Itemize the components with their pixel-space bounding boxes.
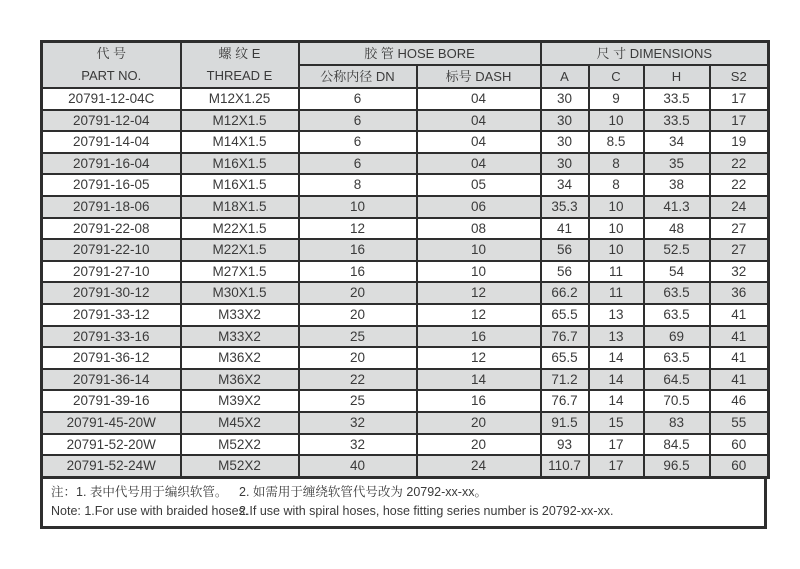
table-cell: 20791-36-12 bbox=[42, 347, 181, 369]
table-row bbox=[42, 455, 769, 477]
table-cell: 20791-22-10 bbox=[42, 239, 181, 261]
table-cell: M39X2 bbox=[181, 390, 299, 412]
column-header-thread-en: THREAD E bbox=[206, 68, 273, 83]
table-cell: 20791-30-12 bbox=[42, 282, 181, 304]
table-cell: M14X1.5 bbox=[181, 131, 299, 153]
table-row bbox=[42, 239, 769, 261]
table-cell: 16 bbox=[299, 239, 417, 261]
footnote-zh-part1: 注：1. 表中代号用于编织软管。 bbox=[51, 484, 228, 499]
table-cell: 41 bbox=[541, 218, 589, 240]
table-cell: 30 bbox=[541, 153, 589, 175]
table-cell: 05 bbox=[417, 174, 541, 196]
table-cell: 93 bbox=[541, 434, 589, 456]
table-cell: 22 bbox=[710, 174, 769, 196]
table-cell: 20791-39-16 bbox=[42, 390, 181, 412]
table-cell: 63.5 bbox=[644, 282, 710, 304]
table-row bbox=[42, 153, 769, 175]
table-cell: 96.5 bbox=[644, 455, 710, 477]
table-cell: 04 bbox=[417, 88, 541, 110]
table-cell: 6 bbox=[299, 153, 417, 175]
table-cell: 10 bbox=[589, 196, 644, 218]
table-cell: 27 bbox=[710, 239, 769, 261]
table-cell: 20791-12-04C bbox=[42, 88, 181, 110]
table-row bbox=[42, 131, 769, 153]
table-row bbox=[42, 434, 769, 456]
table-cell: 20791-45-20W bbox=[42, 412, 181, 434]
table-cell: 69 bbox=[644, 326, 710, 348]
table-cell: 38 bbox=[644, 174, 710, 196]
table-cell: 10 bbox=[589, 218, 644, 240]
table-cell: 20791-12-04 bbox=[42, 110, 181, 132]
table-cell: 8 bbox=[299, 174, 417, 196]
table-cell: 20791-52-20W bbox=[42, 434, 181, 456]
table-cell: 22 bbox=[710, 153, 769, 175]
table-cell: 66.2 bbox=[541, 282, 589, 304]
table-cell: 32 bbox=[710, 261, 769, 283]
table-cell: 24 bbox=[710, 196, 769, 218]
table-cell: 8 bbox=[589, 174, 644, 196]
table-cell: 41.3 bbox=[644, 196, 710, 218]
column-header-s2: S2 bbox=[710, 65, 769, 88]
table-cell: 64.5 bbox=[644, 369, 710, 391]
table-cell: 12 bbox=[417, 304, 541, 326]
table-row bbox=[42, 261, 769, 283]
column-header-h: H bbox=[644, 65, 710, 88]
table-cell: 10 bbox=[417, 261, 541, 283]
table-cell: 08 bbox=[417, 218, 541, 240]
table-cell: 19 bbox=[710, 131, 769, 153]
table-cell: 20791-33-12 bbox=[42, 304, 181, 326]
table-cell: 63.5 bbox=[644, 347, 710, 369]
table-cell: 13 bbox=[589, 326, 644, 348]
table-cell: 22 bbox=[299, 369, 417, 391]
table-cell: 41 bbox=[710, 369, 769, 391]
table-cell: 12 bbox=[417, 282, 541, 304]
table-cell: M18X1.5 bbox=[181, 196, 299, 218]
column-header-thread bbox=[181, 42, 299, 89]
table-cell: 20 bbox=[417, 412, 541, 434]
table-cell: 20791-16-05 bbox=[42, 174, 181, 196]
table-cell: 14 bbox=[589, 390, 644, 412]
table-cell: 56 bbox=[541, 261, 589, 283]
column-header-part-no bbox=[42, 42, 181, 89]
group-header-hose-bore: 胶 管 HOSE BORE bbox=[299, 42, 541, 66]
table-cell: 33.5 bbox=[644, 110, 710, 132]
table-cell: 6 bbox=[299, 88, 417, 110]
table-cell: 40 bbox=[299, 455, 417, 477]
header-row-groups bbox=[42, 42, 769, 66]
table-cell: 10 bbox=[299, 196, 417, 218]
table-cell: M16X1.5 bbox=[181, 153, 299, 175]
footnote-zh-part2: 2. 如需用于缠绕软管代号改为 20792-xx-xx。 bbox=[239, 484, 487, 499]
table-cell: 56 bbox=[541, 239, 589, 261]
table-cell: 16 bbox=[417, 326, 541, 348]
table-cell: M30X1.5 bbox=[181, 282, 299, 304]
table-cell: 17 bbox=[589, 434, 644, 456]
column-header-thread-zh: 螺 纹 E bbox=[218, 46, 261, 61]
table-cell: 63.5 bbox=[644, 304, 710, 326]
table-cell: 04 bbox=[417, 153, 541, 175]
table-cell: 36 bbox=[710, 282, 769, 304]
column-header-a: A bbox=[541, 65, 589, 88]
table-cell: 46 bbox=[710, 390, 769, 412]
table-cell: M27X1.5 bbox=[181, 261, 299, 283]
table-row bbox=[42, 218, 769, 240]
table-cell: 30 bbox=[541, 131, 589, 153]
table-row bbox=[42, 304, 769, 326]
table-cell: 35 bbox=[644, 153, 710, 175]
table-cell: M22X1.5 bbox=[181, 239, 299, 261]
table-cell: 13 bbox=[589, 304, 644, 326]
table-cell: 10 bbox=[417, 239, 541, 261]
table-cell: 110.7 bbox=[541, 455, 589, 477]
table-cell: 20 bbox=[299, 282, 417, 304]
table-cell: 84.5 bbox=[644, 434, 710, 456]
table-cell: 6 bbox=[299, 110, 417, 132]
table-row bbox=[42, 369, 769, 391]
table-cell: M12X1.25 bbox=[181, 88, 299, 110]
footnotes-box bbox=[40, 479, 767, 529]
table-cell: 11 bbox=[589, 261, 644, 283]
table-cell: 8.5 bbox=[589, 131, 644, 153]
table-row bbox=[42, 196, 769, 218]
table-cell: 34 bbox=[541, 174, 589, 196]
table-cell: 6 bbox=[299, 131, 417, 153]
table-cell: M45X2 bbox=[181, 412, 299, 434]
column-header-part-no-en: PART NO. bbox=[81, 68, 142, 83]
table-cell: 35.3 bbox=[541, 196, 589, 218]
table-cell: 16 bbox=[417, 390, 541, 412]
table-cell: M22X1.5 bbox=[181, 218, 299, 240]
table-cell: 24 bbox=[417, 455, 541, 477]
table-cell: 8 bbox=[589, 153, 644, 175]
table-row bbox=[42, 110, 769, 132]
table-cell: 14 bbox=[417, 369, 541, 391]
table-cell: 60 bbox=[710, 455, 769, 477]
table-cell: 30 bbox=[541, 88, 589, 110]
table-row bbox=[42, 347, 769, 369]
table-cell: 17 bbox=[589, 455, 644, 477]
table-cell: 27 bbox=[710, 218, 769, 240]
table-cell: 20791-14-04 bbox=[42, 131, 181, 153]
table-cell: 12 bbox=[299, 218, 417, 240]
table-cell: 52.5 bbox=[644, 239, 710, 261]
table-cell: 54 bbox=[644, 261, 710, 283]
table-cell: 04 bbox=[417, 131, 541, 153]
table-cell: 71.2 bbox=[541, 369, 589, 391]
spec-table-container bbox=[40, 40, 770, 529]
table-cell: 10 bbox=[589, 110, 644, 132]
table-cell: 14 bbox=[589, 347, 644, 369]
footnote-en-part1: Note: 1.For use with braided hoses. bbox=[51, 503, 249, 518]
table-cell: 55 bbox=[710, 412, 769, 434]
table-cell: 34 bbox=[644, 131, 710, 153]
column-header-dn: 公称内径 DN bbox=[299, 65, 417, 88]
table-header bbox=[42, 42, 769, 89]
column-header-c: C bbox=[589, 65, 644, 88]
table-cell: 70.5 bbox=[644, 390, 710, 412]
table-cell: 41 bbox=[710, 347, 769, 369]
table-cell: 11 bbox=[589, 282, 644, 304]
footnote-en-part2: 2.If use with spiral hoses, hose fitting series number is 20792-xx-xx. bbox=[239, 503, 614, 518]
column-header-dash: 标号 DASH bbox=[417, 65, 541, 88]
table-cell: 65.5 bbox=[541, 347, 589, 369]
table-cell: 83 bbox=[644, 412, 710, 434]
table-cell: 20791-18-06 bbox=[42, 196, 181, 218]
table-cell: 20 bbox=[299, 347, 417, 369]
table-cell: 20791-16-04 bbox=[42, 153, 181, 175]
table-cell: 04 bbox=[417, 110, 541, 132]
table-cell: 41 bbox=[710, 304, 769, 326]
table-body bbox=[42, 88, 769, 477]
table-cell: 20791-27-10 bbox=[42, 261, 181, 283]
table-cell: M33X2 bbox=[181, 304, 299, 326]
table-cell: M33X2 bbox=[181, 326, 299, 348]
table-cell: 60 bbox=[710, 434, 769, 456]
table-cell: M16X1.5 bbox=[181, 174, 299, 196]
table-cell: 10 bbox=[589, 239, 644, 261]
table-cell: 17 bbox=[710, 88, 769, 110]
table-cell: 65.5 bbox=[541, 304, 589, 326]
table-cell: 32 bbox=[299, 434, 417, 456]
table-cell: 20 bbox=[417, 434, 541, 456]
table-cell: 20791-22-08 bbox=[42, 218, 181, 240]
table-cell: 06 bbox=[417, 196, 541, 218]
table-cell: 91.5 bbox=[541, 412, 589, 434]
table-cell: M36X2 bbox=[181, 347, 299, 369]
table-cell: 41 bbox=[710, 326, 769, 348]
table-row bbox=[42, 174, 769, 196]
table-cell: 33.5 bbox=[644, 88, 710, 110]
table-cell: 14 bbox=[589, 369, 644, 391]
hose-fitting-spec-table bbox=[40, 40, 770, 479]
table-row bbox=[42, 326, 769, 348]
table-cell: 15 bbox=[589, 412, 644, 434]
table-cell: 76.7 bbox=[541, 326, 589, 348]
table-cell: 12 bbox=[417, 347, 541, 369]
table-cell: M52X2 bbox=[181, 434, 299, 456]
table-row bbox=[42, 390, 769, 412]
table-cell: 17 bbox=[710, 110, 769, 132]
table-cell: 25 bbox=[299, 390, 417, 412]
table-cell: 48 bbox=[644, 218, 710, 240]
table-cell: M52X2 bbox=[181, 455, 299, 477]
table-cell: 76.7 bbox=[541, 390, 589, 412]
table-cell: 20 bbox=[299, 304, 417, 326]
table-cell: 16 bbox=[299, 261, 417, 283]
table-cell: 30 bbox=[541, 110, 589, 132]
footnote-line-en bbox=[51, 502, 758, 521]
table-cell: M36X2 bbox=[181, 369, 299, 391]
table-row bbox=[42, 412, 769, 434]
table-row bbox=[42, 88, 769, 110]
table-cell: 20791-33-16 bbox=[42, 326, 181, 348]
table-cell: 32 bbox=[299, 412, 417, 434]
table-cell: 9 bbox=[589, 88, 644, 110]
table-cell: M12X1.5 bbox=[181, 110, 299, 132]
column-header-part-no-zh: 代 号 bbox=[96, 46, 127, 61]
group-header-dimensions: 尺 寸 DIMENSIONS bbox=[541, 42, 769, 66]
table-row bbox=[42, 282, 769, 304]
footnote-line-zh bbox=[51, 483, 758, 502]
table-cell: 25 bbox=[299, 326, 417, 348]
table-cell: 20791-52-24W bbox=[42, 455, 181, 477]
table-cell: 20791-36-14 bbox=[42, 369, 181, 391]
